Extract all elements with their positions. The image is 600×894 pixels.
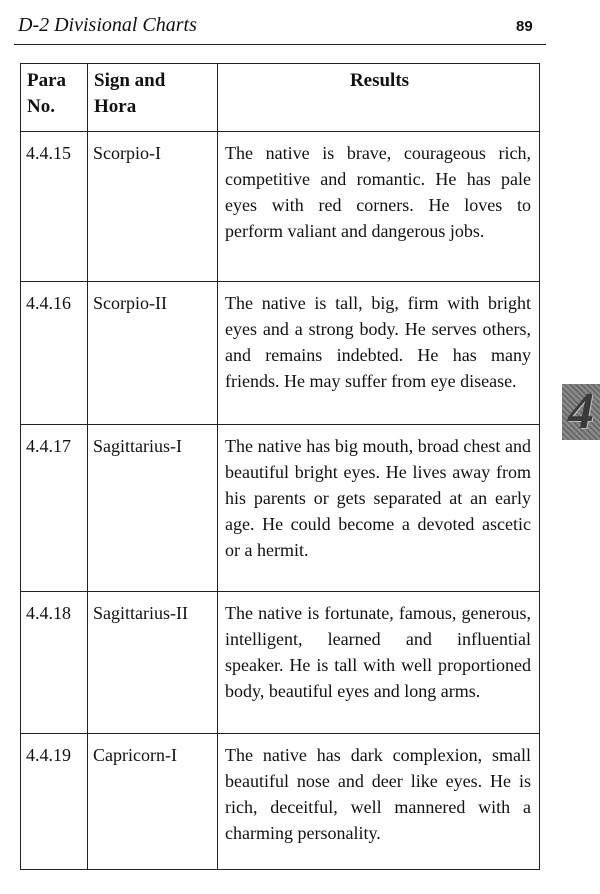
sign-hora: Scorpio-I	[88, 132, 218, 282]
result-text: The native has dark complexion, small beautiful nose and deer like eyes. He is rich, deceitful, well mannered with a charming personality.	[218, 734, 540, 870]
chapter-thumb-tab	[562, 384, 600, 440]
sign-hora: Capricorn-I	[88, 734, 218, 870]
table-row	[21, 734, 540, 870]
header-para-no	[21, 64, 88, 132]
header-sign-line1: Sign and	[94, 70, 166, 91]
para-number: 4.4.16	[21, 282, 88, 425]
header-para-line2: No.	[27, 96, 55, 117]
results-table	[20, 63, 540, 870]
para-number: 4.4.18	[21, 592, 88, 734]
table-row	[21, 282, 540, 425]
results-table-container	[20, 63, 539, 870]
sign-hora: Scorpio-II	[88, 282, 218, 425]
result-text: The native is tall, big, firm with bright eyes and a strong body. He serves others, and remains indebted. He has many friends. He may suffer from eye disease.	[218, 282, 540, 425]
header-sign-hora	[88, 64, 218, 132]
para-number: 4.4.15	[21, 132, 88, 282]
header-para-line1: Para	[27, 70, 67, 91]
sign-hora: Sagittarius-II	[88, 592, 218, 734]
para-number: 4.4.17	[21, 425, 88, 592]
table-row	[21, 425, 540, 592]
header-sign-line2: Hora	[94, 96, 137, 117]
table-row	[21, 592, 540, 734]
table-row	[21, 132, 540, 282]
header-results: Results	[218, 64, 540, 132]
result-text: The native has big mouth, broad chest and beautiful bright eyes. He lives away from his parents or gets separated at an early age. He could become a devoted ascetic or a hermit.	[218, 425, 540, 592]
para-number: 4.4.19	[21, 734, 88, 870]
result-text: The native is brave, courageous rich, competitive and romantic. He has pale eyes with red corners. He loves to perform valiant and dangerous jobs.	[218, 132, 540, 282]
result-text: The native is fortunate, famous, generous, intelligent, learned and influential speaker. He is tall with well proportioned body, beautiful eyes and long arms.	[218, 592, 540, 734]
chapter-tab-label: 4	[568, 383, 594, 440]
header-divider	[14, 44, 546, 45]
table-header-row	[21, 64, 540, 132]
page-number: 89	[516, 18, 533, 35]
chapter-title: D-2 Divisional Charts	[18, 14, 197, 36]
sign-hora: Sagittarius-I	[88, 425, 218, 592]
